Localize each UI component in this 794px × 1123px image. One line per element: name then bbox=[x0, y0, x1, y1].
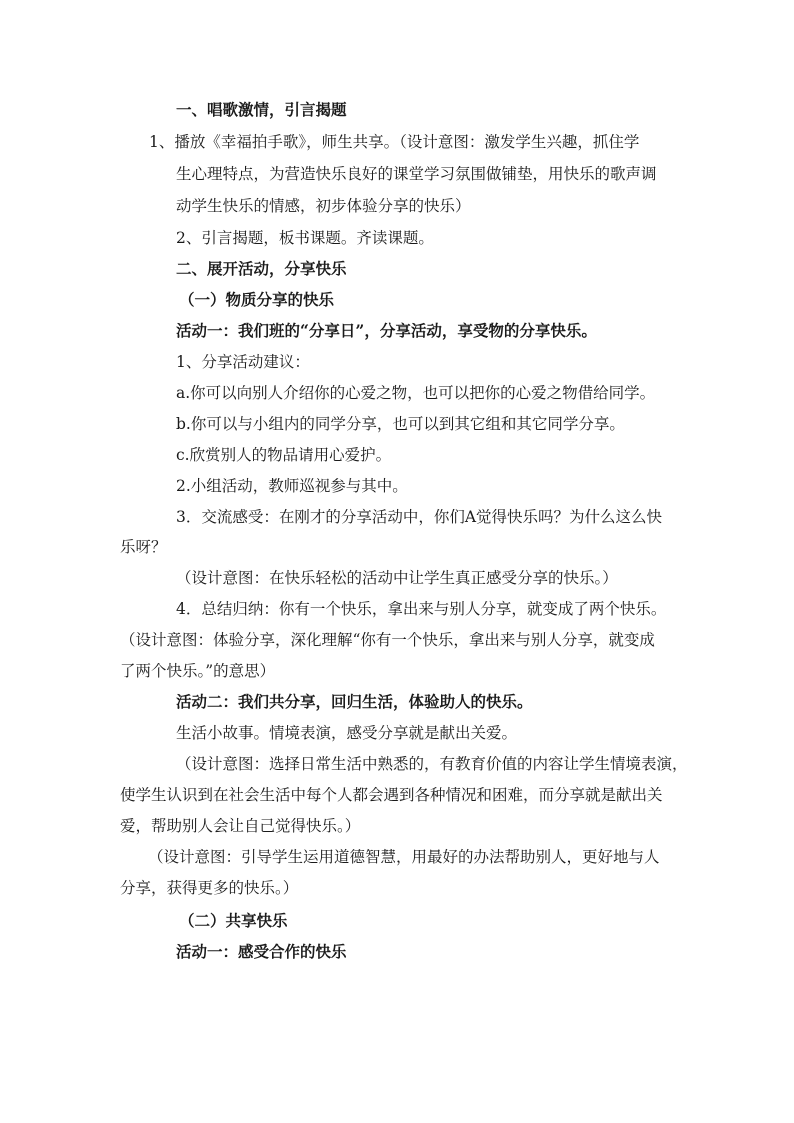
paragraph-line: 2.小组活动，教师巡视参与其中。 bbox=[176, 477, 408, 495]
subsection-heading: （一）物质分享的快乐 bbox=[179, 290, 335, 309]
paragraph-line: 爱，帮助别人会让自己觉得快乐。） bbox=[120, 817, 361, 835]
paragraph-line: 使学生认识到在社会生活中每个人都会遇到各种情况和困难，而分享就是献出关 bbox=[120, 786, 663, 804]
section-heading-2: 二、展开活动，分享快乐 bbox=[176, 259, 347, 278]
activity-heading: 活动一：我们班的“分享日”，分享活动，享受物的分享快乐。 bbox=[176, 321, 597, 340]
activity-heading: 活动二：我们共分享，回归生活，体验助人的快乐。 bbox=[176, 692, 533, 711]
paragraph-line: 3．交流感受：在刚才的分享活动中，你们A觉得快乐吗？为什么这么快 bbox=[176, 508, 663, 526]
paragraph-line: b.你可以与小组内的同学分享，也可以到其它组和其它同学分享。 bbox=[176, 415, 625, 433]
paragraph-line: 了两个快乐。”的意思） bbox=[120, 662, 276, 680]
paragraph-line: （设计意图：选择日常生活中熟悉的，有教育价值的内容让学生情境表演， bbox=[176, 755, 688, 773]
paragraph-line: 乐呀？ bbox=[120, 538, 167, 556]
paragraph-line: （设计意图：引导学生运用道德智慧，用最好的办法帮助别人，更好地与人 bbox=[148, 848, 660, 866]
paragraph-line: 1、分享活动建议： bbox=[176, 353, 310, 371]
paragraph-line: a.你可以向别人介绍你的心爱之物，也可以把你的心爱之物借给同学。 bbox=[176, 384, 656, 402]
paragraph-line: （设计意图：在快乐轻松的活动中让学生真正感受分享的快乐。） bbox=[176, 569, 618, 587]
paragraph-line: 2、引言揭题，板书课题。齐读课题。 bbox=[176, 229, 434, 247]
activity-heading: 活动一：感受合作的快乐 bbox=[176, 942, 347, 961]
paragraph-line: 生心理特点，为营造快乐良好的课堂学习氛围做铺垫，用快乐的歌声调 bbox=[176, 165, 657, 183]
paragraph-line: 分享，获得更多的快乐。） bbox=[120, 879, 299, 897]
subsection-heading: （二）共享快乐 bbox=[179, 911, 288, 930]
paragraph-line: 4．总结归纳：你有一个快乐，拿出来与别人分享，就变成了两个快乐。 bbox=[176, 600, 667, 618]
section-heading-1: 一、唱歌激情，引言揭题 bbox=[176, 100, 347, 119]
paragraph-line: 动学生快乐的情感，初步体验分享的快乐） bbox=[176, 197, 471, 215]
paragraph-line: （设计意图：体验分享，深化理解“你有一个快乐，拿出来与别人分享，就变成 bbox=[120, 631, 655, 649]
paragraph-line: c.欣赏别人的物品请用心爱护。 bbox=[176, 446, 392, 464]
paragraph-line: 生活小故事。情境表演，感受分享就是献出关爱。 bbox=[176, 724, 518, 742]
paragraph-line: 1、播放《幸福拍手歌》，师生共享。（设计意图：激发学生兴趣，抓住学 bbox=[149, 133, 640, 151]
